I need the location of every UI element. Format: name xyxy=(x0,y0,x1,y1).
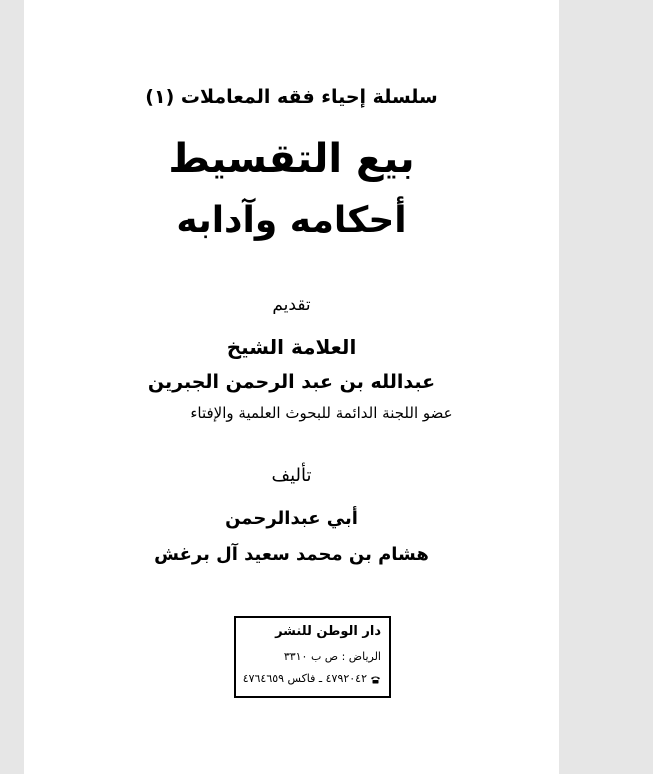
author-label: تأليف xyxy=(271,465,312,486)
book-title: بيع التقسيط xyxy=(168,136,415,182)
foreword-name: عبدالله بن عبد الرحمن الجبرين xyxy=(147,371,436,393)
author-name: هشام بن محمد سعيد آل برغش xyxy=(154,544,429,565)
book-subtitle: أحكامه وآدابه xyxy=(176,200,407,241)
telephone-icon xyxy=(370,674,381,683)
author-kunya: أبي عبدالرحمن xyxy=(225,508,358,529)
publisher-contacts: ٤٧٩٢٠٤٢ ـ فاكس ٤٧٦٤٦٥٩ xyxy=(242,672,367,685)
foreword-role: عضو اللجنة الدائمة للبحوث العلمية والإفتاء xyxy=(190,404,453,422)
title-page xyxy=(24,0,559,774)
series-title: سلسلة إحياء فقه المعاملات (١) xyxy=(145,86,438,108)
publisher-box xyxy=(234,616,391,698)
foreword-honorific: العلامة الشيخ xyxy=(226,335,357,359)
publisher-contacts-line xyxy=(243,672,381,685)
publisher-address: الرياض : ص ب ٣٣١٠ xyxy=(283,650,381,663)
publisher-name: دار الوطن للنشر xyxy=(275,624,381,639)
foreword-label: تقديم xyxy=(272,295,311,315)
